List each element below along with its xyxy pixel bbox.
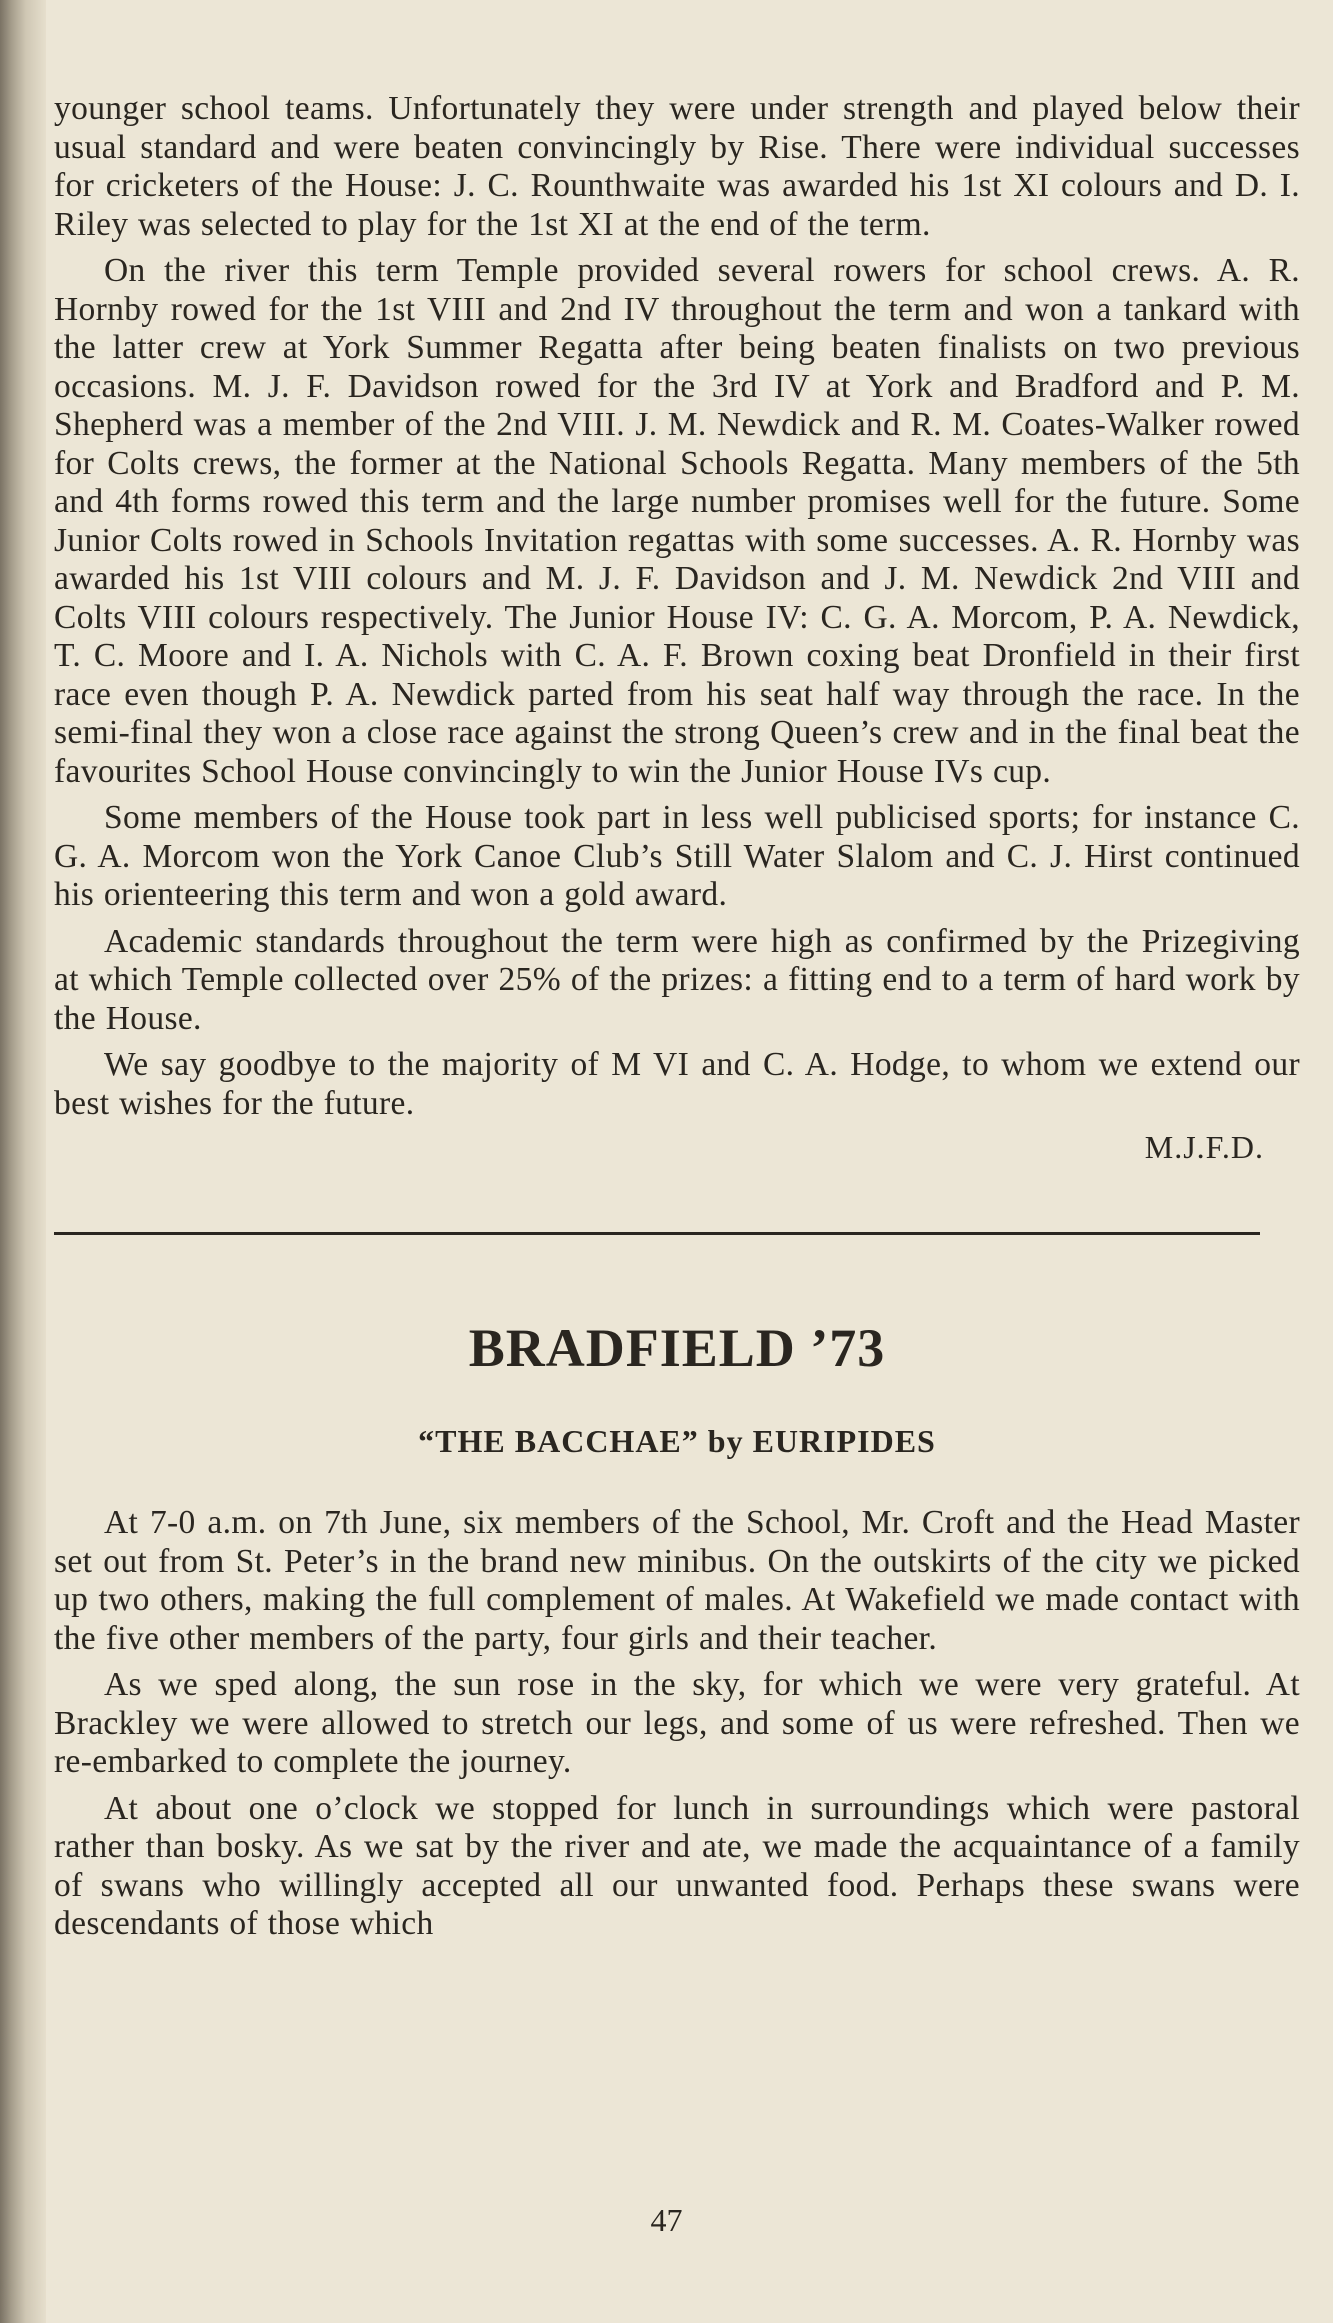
paragraph: younger school teams. Unfortunately they were under strength and played below their usual standard and were beaten convincingly by Rise. There were individual successes for cricketers of the House: J. C. Rounthwaite was awarded his 1st XI colours and D. I. Riley was selected to play for the 1st XI at the end of the term. [54,90,1300,243]
bradfield-article [54,1317,1300,1944]
paragraph: Some members of the House took part in less well publicised sports; for instance C. G. A. Morcom won the York Canoe Club’s Still Water Slalom and C. J. Hirst continued his orienteering this term and won a gold award. [54,799,1300,913]
article-subtitle: “THE BACCHAE” by EURIPIDES [418,1423,936,1459]
author-signature: M.J.F.D. [1144,1129,1264,1165]
temple-house-report [54,90,1300,1166]
page-number: 47 [650,2202,683,2238]
article-body [54,1504,1300,1944]
article-title: BRADFIELD ’73 [468,1318,886,1378]
paragraph: We say goodbye to the majority of M VI and C. A. Hodge, to whom we extend our best wishes for the future. [54,1046,1300,1122]
section-divider [54,1232,1260,1235]
page-content [54,90,1300,1944]
paragraph: At 7-0 a.m. on 7th June, six members of the School, Mr. Croft and the Head Master set out from St. Peter’s in the brand new minibus. On the outskirts of the city we picked up two others, making the full complement of males. At Wakefield we made contact with the five other members of the party, four girls and their teacher. [54,1504,1300,1657]
paragraph: On the river this term Temple provided several rowers for school crews. A. R. Hornby rowed for the 1st VIII and 2nd IV throughout the term and won a tankard with the latter crew at York Summer Regatta after being beaten finalists on two previous occasions. M. J. F. Davidson rowed for the 3rd IV at York and Bradford and P. M. Shepherd was a member of the 2nd VIII. J. M. Newdick and R. M. Coates-Walker rowed for Colts crews, the former at the National Schools Regatta. Many members of the 5th and 4th forms rowed this term and the large number promises well for the future. Some Junior Colts rowed in Schools Invitation regattas with some successes. A. R. Hornby was awarded his 1st VIII colours and M. J. F. Davidson and J. M. Newdick 2nd VIII and Colts VIII colours respectively. The Junior House IV: C. G. A. Morcom, P. A. Newdick, T. C. Moore and I. A. Nichols with C. A. F. Brown coxing beat Dronfield in their first race even though P. A. Newdick parted from his seat half way through the race. In the semi-final they won a close race against the strong Queen’s crew and in the final beat the favourites School House convincingly to win the Junior House IVs cup. [54,252,1300,790]
paragraph: As we sped along, the sun rose in the sky, for which we were very grateful. At Brackley we were allowed to stretch our legs, and some of us were refreshed. Then we re-embarked to complete the journey. [54,1666,1300,1780]
paragraph: At about one o’clock we stopped for lunch in surroundings which were pastoral rather than bosky. As we sat by the river and ate, we made the acquaintance of a family of swans who willingly accepted all our unwanted food. Perhaps these swans were descendants of those which [54,1789,1300,1942]
page-binding-shadow [0,0,46,2323]
paragraph: Academic standards throughout the term were high as confirmed by the Prizegiving at which Temple collected over 25% of the prizes: a fitting end to a term of hard work by the House. [54,922,1300,1037]
